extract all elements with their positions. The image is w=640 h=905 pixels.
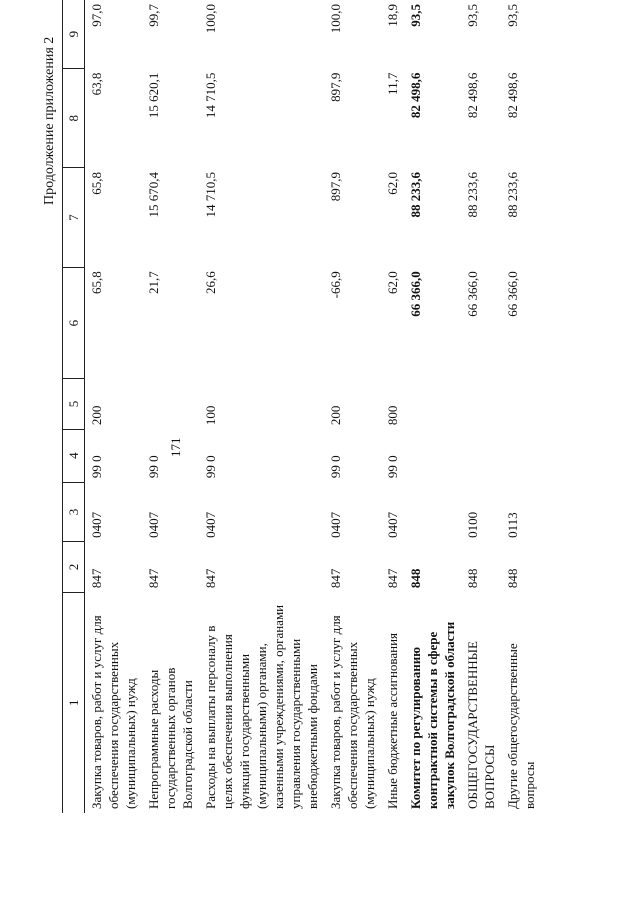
row-name: ОБЩЕГОСУДАРСТВЕННЫЕ ВОПРОСЫ — [465, 641, 497, 809]
section-code: 0407 — [203, 511, 218, 538]
amount-col-8: 82 498,6 — [505, 72, 520, 119]
amount-col-6: 66 366,0 — [505, 271, 520, 317]
percent-col-9: 93,5 — [505, 4, 520, 27]
table-row-committee — [404, 0, 461, 813]
page-number: 171 — [168, 437, 183, 457]
table-row — [501, 0, 541, 813]
table-row — [324, 0, 381, 813]
table-row — [199, 0, 324, 813]
row-name: Иные бюджетные ассигнования — [385, 632, 400, 809]
section-code: 0113 — [505, 512, 520, 538]
percent-col-9: 99,7 — [146, 4, 161, 27]
target-code: 99 0 — [89, 455, 104, 479]
table-header-row — [63, 0, 85, 813]
section-code: 0100 — [465, 511, 480, 538]
expense-type-code — [404, 379, 461, 429]
percent-col-9: 97,0 — [89, 4, 104, 27]
section-code: 0407 — [89, 511, 104, 538]
ministry-code: 848 — [505, 568, 520, 589]
ministry-code: 847 — [146, 568, 161, 589]
amount-col-7: 88 233,6 — [465, 171, 480, 218]
row-name: Непрограммные расходы государственных органов Волгоградской области — [146, 667, 195, 809]
amount-col-8: 82 498,6 — [408, 72, 423, 119]
amount-col-7: 62,0 — [385, 171, 400, 195]
expense-type-code — [501, 379, 541, 429]
header-col-9: 9 — [63, 0, 85, 69]
amount-col-6: 66 366,0 — [408, 271, 423, 317]
row-name: Расходы на выплаты персоналу в целях обеспечения выполнения функций государственными (муниципальными) органами, казенными учреждениями, органами управления государственными внебюджетными фондами — [203, 604, 320, 809]
expense-type-code — [142, 379, 199, 429]
expense-type-code: 200 — [328, 405, 343, 426]
row-name: Другие общегосударственные вопросы — [505, 643, 537, 809]
amount-col-7: 88 233,6 — [505, 171, 520, 218]
percent-col-9: 100,0 — [328, 4, 343, 34]
amount-col-8: 15 620,1 — [146, 72, 161, 119]
ministry-code: 848 — [465, 568, 480, 589]
header-col-3: 3 — [63, 482, 85, 542]
budget-table — [62, 0, 541, 813]
row-name: Закупка товаров, работ и услуг для обеспечения государственных (муниципальных) нужд — [89, 615, 138, 809]
target-code — [461, 429, 501, 482]
header-col-8: 8 — [63, 69, 85, 168]
ministry-code: 848 — [408, 568, 423, 589]
section-code — [404, 482, 461, 542]
amount-col-8: 63,8 — [89, 72, 104, 96]
amount-col-7: 15 670,4 — [146, 171, 161, 218]
amount-col-8: 897,9 — [328, 72, 343, 102]
ministry-code: 847 — [328, 568, 343, 589]
target-code: 99 0 — [203, 455, 218, 479]
row-name: Закупка товаров, работ и услуг для обеспечения государственных (муниципальных) нужд — [328, 615, 377, 809]
target-code: 99 0 — [385, 455, 400, 479]
table-row — [85, 0, 143, 813]
expense-type-code — [461, 379, 501, 429]
amount-col-6: 65,8 — [89, 271, 104, 294]
ministry-code: 847 — [89, 568, 104, 589]
header-col-4: 4 — [63, 429, 85, 482]
header-col-2: 2 — [63, 542, 85, 592]
amount-col-6: 66 366,0 — [465, 271, 480, 317]
table-row — [142, 0, 199, 813]
table-row — [381, 0, 404, 813]
amount-col-8: 11,7 — [385, 72, 400, 95]
amount-col-6: 21,7 — [146, 271, 161, 294]
target-code: 99 0 — [328, 455, 343, 479]
amount-col-7: 88 233,6 — [408, 171, 423, 218]
row-name: Комитет по регулированию контрактной системы в сфере закупок Волгоградской области — [408, 621, 457, 809]
amount-col-6: 62,0 — [385, 271, 400, 294]
header-col-6: 6 — [63, 267, 85, 379]
target-code — [501, 429, 541, 482]
section-code: 0407 — [385, 511, 400, 538]
percent-col-9: 93,5 — [465, 4, 480, 27]
header-col-7: 7 — [63, 168, 85, 267]
percent-col-9: 18,9 — [385, 4, 400, 27]
amount-col-8: 82 498,6 — [465, 72, 480, 119]
section-code: 0407 — [146, 511, 161, 538]
amount-col-7: 897,9 — [328, 171, 343, 202]
amount-col-7: 14 710,5 — [203, 171, 218, 218]
header-col-1: 1 — [63, 592, 85, 813]
amount-col-6: -66,9 — [328, 271, 343, 299]
ministry-code: 847 — [385, 568, 400, 589]
amount-col-7: 65,8 — [89, 171, 104, 195]
header-col-5: 5 — [63, 379, 85, 429]
expense-type-code: 800 — [385, 405, 400, 426]
target-code — [404, 429, 461, 482]
expense-type-code: 100 — [203, 405, 218, 426]
section-code: 0407 — [328, 511, 343, 538]
expense-type-code: 200 — [89, 405, 104, 426]
amount-col-8: 14 710,5 — [203, 72, 218, 119]
target-code: 99 0 — [146, 455, 161, 479]
percent-col-9: 100,0 — [203, 4, 218, 34]
amount-col-6: 26,6 — [203, 271, 218, 294]
continuation-title: Продолжение приложения 2 — [42, 36, 57, 205]
table-row — [461, 0, 501, 813]
ministry-code: 847 — [203, 568, 218, 589]
percent-col-9: 93,5 — [408, 4, 423, 27]
